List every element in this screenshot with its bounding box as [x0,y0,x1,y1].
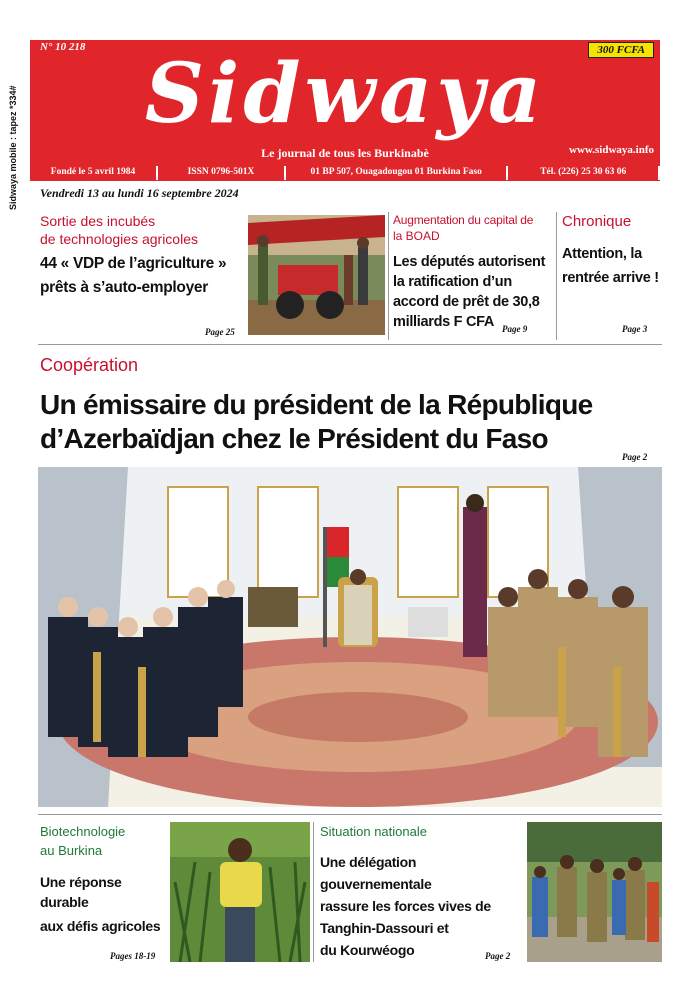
postal-address: 01 BP 507, Ouagadougou 01 Burkina Faso [286,166,506,180]
story-kicker: Situation nationale [320,824,427,839]
masthead [30,40,660,166]
story-kicker: la BOAD [393,229,440,243]
page-ref: Page 9 [502,324,528,334]
main-headline[interactable] [40,388,660,456]
story-kicker: de technologies agricoles [40,231,198,247]
story-headline: milliards F CFA [393,314,495,330]
website-link[interactable]: www.sidwaya.info [569,144,654,156]
story-headline: Une réponse durable [40,874,122,910]
page-ref: Page 25 [205,327,235,337]
story-vdp-agriculture[interactable] [40,212,250,298]
story-biotechnologie[interactable] [40,822,170,936]
story-headline: rentrée arrive ! [562,270,659,286]
column-divider [556,212,557,340]
story-headline: 44 « VDP de l’agriculture » [40,255,227,272]
story-headline: prêts à s’auto-employer [40,279,208,296]
story-headline: rassure les forces vives de [320,898,491,914]
main-headline-line: d’Azerbaïdjan chez le Président du Faso [40,423,548,454]
story-headline: la ratification d’un [393,274,512,290]
story-headline: aux défis agricoles [40,918,161,934]
sidwaya-logo: Sidwaya [144,46,546,142]
phone-number: Tél. (226) 25 30 63 06 [508,166,658,180]
story-boad-capital[interactable] [393,212,553,332]
column-divider [388,212,389,340]
page-ref: Page 3 [622,324,648,334]
story-kicker: Biotechnologie [40,824,126,839]
story-kicker: Augmentation du capital de [393,213,534,227]
sidwaya-mobile-note: Sidwaya mobile : tapez *334# [8,85,18,210]
main-kicker: Coopération [40,355,139,375]
issue-number: N° 10 218 [40,41,86,53]
story-situation-nationale[interactable] [320,822,530,961]
issn: ISSN 0796-501X [158,166,284,180]
tagline: Le journal de tous les Burkinabè [261,146,429,160]
info-bar [30,166,660,181]
audience-photo [38,467,662,807]
tractor-photo [248,215,385,335]
story-headline: du Kourwéogo [320,942,415,958]
story-headline: accord de prêt de 30,8 [393,294,540,310]
story-kicker: Sortie des incubés [40,213,156,229]
story-headline: Attention, la [562,246,642,262]
story-kicker: au Burkina [40,843,103,858]
story-kicker: Chronique [562,213,632,230]
story-headline: Les députés autorisent [393,254,546,270]
story-headline: Tanghin-Dassouri et [320,920,449,936]
delegation-photo [527,822,662,962]
page-ref: Page 2 [485,951,511,961]
farmer-photo [170,822,310,962]
story-chronique[interactable] [562,212,662,288]
founded-date: Fondé le 5 avril 1984 [30,166,156,180]
story-headline: Une délégation gouvernementale [320,854,432,892]
page-ref: Pages 18-19 [110,951,156,961]
column-divider [313,822,314,962]
main-headline-line: Un émissaire du président de la République [40,389,593,420]
price-badge: 300 FCFA [588,42,654,58]
issue-date: Vendredi 13 au lundi 16 septembre 2024 [40,186,239,200]
section-divider [38,814,662,815]
page-ref: Page 2 [622,452,648,462]
section-divider [38,344,662,345]
